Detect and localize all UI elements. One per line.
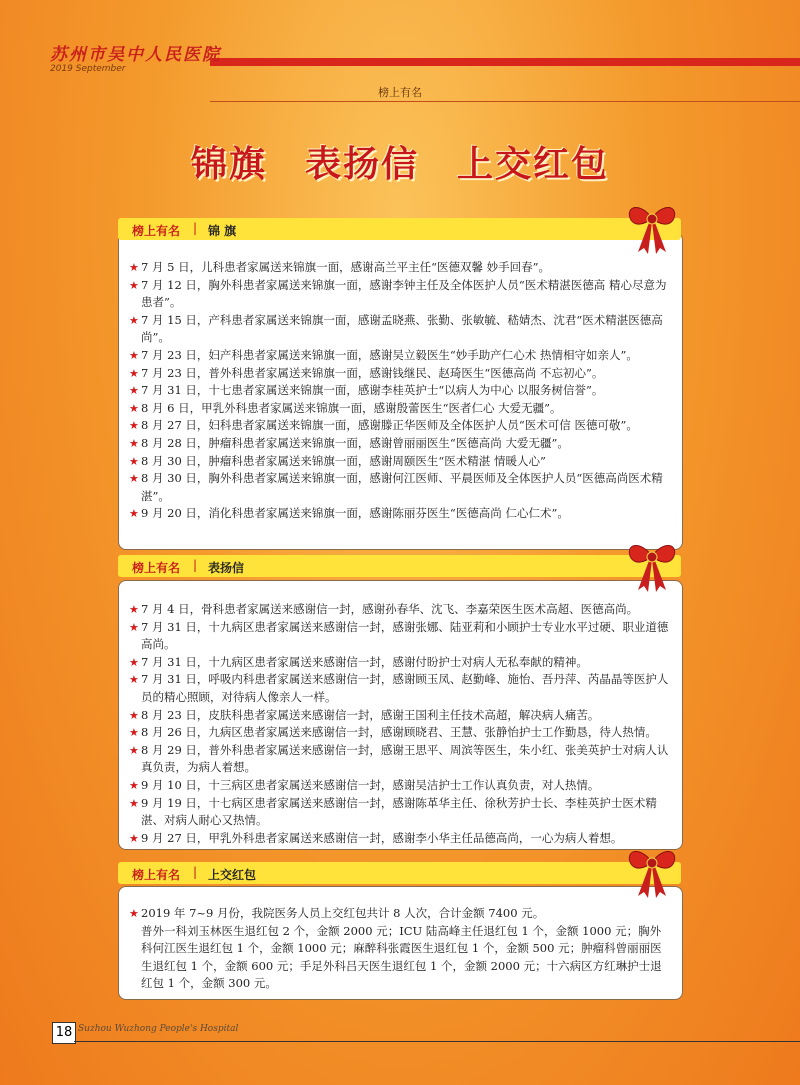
- section-label-letters: 榜上有名 | 表扬信: [118, 555, 681, 577]
- red-envelope-detail: 普外一科刘玉林医生退红包 2 个，金额 2000 元；ICU 陆高峰主任退红包 1 个，金额 1000 元；胸外科何江医生退红包 1 个，金额 1000 元；麻醉科张霞医生退红包 1 个，金额 500 元；肿瘤科曾丽丽医生退红包 1 个，金额 600 元；手足外科吕天医生退红包 1 个，金额 2000 元；十六病区方红琳护士退红包 1 个，金额 300 元。: [141, 923, 662, 991]
- star-icon: ★: [129, 401, 139, 415]
- star-icon: ★: [129, 726, 139, 740]
- star-icon: ★: [129, 313, 139, 327]
- list-item: ★ 8 月 29 日，普外科患者家属送来感谢信一封，感谢王思平、周滨等医生，朱小红、张美英护士对病人认真负责，为病人着想。: [129, 742, 669, 775]
- list-item: ★ 2019 年 7~9 月份，我院医务人员上交红包共计 8 人次，合计金额 7400 元。: [129, 905, 672, 923]
- star-icon: ★: [129, 436, 139, 450]
- star-icon: ★: [129, 261, 139, 274]
- list-item: ★ 8 月 30 日，肿瘤科患者家属送来锦旗一面，感谢周颐医生“医术精湛 情暖人心”: [129, 453, 672, 471]
- section-title: 上交红包: [208, 868, 257, 882]
- list-item: ★ 9 月 10 日，十三病区患者家属送来感谢信一封，感谢吴洁护士工作认真负责，对人热情。: [129, 777, 672, 795]
- column-tag: 榜上有名: [378, 86, 422, 99]
- list-item: ★ 7 月 5 日，儿科患者家属送来锦旗一面，感谢高兰平主任“医德双馨 妙手回春”。: [129, 259, 672, 277]
- star-icon: ★: [129, 831, 139, 845]
- section-label-banner: 榜上有名 | 锦 旗: [118, 218, 681, 240]
- list-item: ★ 8 月 6 日，甲乳外科患者家属送来锦旗一面，感谢殷蕾医生“医者仁心 大爱无疆”。: [129, 400, 672, 418]
- footer-hospital-name: Suzhou Wuzhong People's Hospital: [78, 1024, 239, 1034]
- star-icon: ★: [129, 655, 139, 669]
- list-item: ★ 7 月 23 日，普外科患者家属送来锦旗一面，感谢钱继民、赵琦医生“医德高尚 不忘初心”。: [129, 365, 672, 383]
- footer-rule: [74, 1041, 800, 1042]
- red-bow-icon: [622, 840, 682, 900]
- star-icon: ★: [129, 472, 139, 486]
- red-bow-icon: [622, 534, 682, 594]
- star-icon: ★: [129, 708, 139, 722]
- list-item: ★ 8 月 28 日，肿瘤科患者家属送来锦旗一面，感谢曾丽丽医生“医德高尚 大爱无疆”。: [129, 435, 672, 453]
- star-icon: ★: [129, 796, 139, 810]
- letter-list: [129, 601, 672, 847]
- page-title: 锦旗 表扬信 上交红包: [190, 144, 609, 185]
- star-icon: ★: [129, 673, 139, 687]
- list-item: ★ 7 月 4 日，骨科患者家属送来感谢信一封，感谢孙春华、沈飞、李嘉荣医生医术高超、医德高尚。: [129, 601, 672, 619]
- section-label-red-envelope: 榜上有名 | 上交红包: [118, 862, 681, 884]
- list-item: ★ 9 月 19 日，十七病区患者家属送来感谢信一封，感谢陈革华主任、徐秋芳护士长、李桂英护士医术精湛、对病人耐心又热情。: [129, 795, 657, 828]
- letter-section-box: [118, 580, 683, 850]
- hospital-name: 苏州市吴中人民医院: [50, 45, 221, 65]
- star-icon: ★: [129, 507, 139, 521]
- column-rule: [210, 101, 800, 102]
- section-title: 锦 旗: [208, 224, 237, 238]
- list-item: ★ 7 月 15 日，产科患者家属送来锦旗一面，感谢孟晓燕、张勤、张敏毓、嵇婧杰、沈君“医术精湛医德高尚”。: [129, 312, 663, 345]
- list-item: ★ 7 月 31 日，十九病区患者家属送来感谢信一封，感谢付盼护士对病人无私奉献的精神。: [129, 654, 672, 672]
- star-icon: ★: [129, 419, 139, 433]
- page-number: 18: [52, 1022, 76, 1044]
- star-icon: ★: [129, 366, 139, 380]
- list-item: ★ 7 月 31 日，十九病区患者家属送来感谢信一封，感谢张娜、陆亚莉和小顾护士专业水平过硬、职业道德高尚。: [129, 619, 669, 652]
- star-icon: ★: [129, 907, 139, 920]
- red-envelope-section-box: [118, 886, 683, 1000]
- star-icon: ★: [129, 384, 139, 398]
- list-item: ★ 8 月 27 日，妇科患者家属送来锦旗一面，感谢滕正华医师及全体医护人员“医术可信 医德可敬”。: [129, 417, 672, 435]
- star-icon: ★: [129, 778, 139, 792]
- star-icon: ★: [129, 454, 139, 468]
- star-icon: ★: [129, 348, 139, 362]
- list-item: ★ 7 月 31 日，十七患者家属送来锦旗一面，感谢李桂英护士“以病人为中心 以服务树信誉”。: [129, 382, 672, 400]
- list-item: ★ 8 月 23 日，皮肤科患者家属送来感谢信一封，感谢王国利主任技术高超，解决病人痛苦。: [129, 707, 672, 725]
- list-item: ★ 8 月 26 日，九病区患者家属送来感谢信一封，感谢顾晓君、王慧、张静怡护士工作勤恳，待人热情。: [129, 724, 672, 742]
- red-envelope-list: [129, 905, 672, 993]
- banner-section-box: [118, 232, 683, 550]
- section-title: 表扬信: [208, 561, 245, 575]
- star-icon: ★: [129, 603, 139, 616]
- red-bow-icon: [622, 196, 682, 256]
- star-icon: ★: [129, 743, 139, 757]
- star-icon: ★: [129, 278, 139, 292]
- list-item: ★ 9 月 20 日，消化科患者家属送来锦旗一面，感谢陈丽芬医生“医德高尚 仁心仁术”。: [129, 505, 672, 523]
- list-item: ★ 8 月 30 日，胸外科患者家属送来锦旗一面，感谢何江医师、平晨医师及全体医护人员“医德高尚医术精湛”。: [129, 471, 663, 503]
- star-icon: ★: [129, 620, 139, 634]
- list-item: ★ 9 月 27 日，甲乳外科患者家属送来感谢信一封，感谢李小华主任品德高尚，一心为病人着想。: [129, 830, 672, 848]
- issue-date: 2019 September: [50, 64, 126, 74]
- list-item: ★ 7 月 23 日，妇产科患者家属送来锦旗一面，感谢吴立毅医生“妙手助产仁心术 热情相守如亲人”。: [129, 347, 672, 365]
- list-item: ★ 7 月 12 日，胸外科患者家属送来锦旗一面，感谢李钟主任及全体医护人员“医术精湛医德高 精心尽意为患者”。: [129, 277, 667, 310]
- banner-list: [129, 259, 672, 523]
- list-item: ★ 7 月 31 日，呼吸内科患者家属送来感谢信一封，感谢顾玉凤、赵勤峰、施怡、吾丹萍、芮晶晶等医护人员的精心照顾，对待病人像亲人一样。: [129, 672, 669, 704]
